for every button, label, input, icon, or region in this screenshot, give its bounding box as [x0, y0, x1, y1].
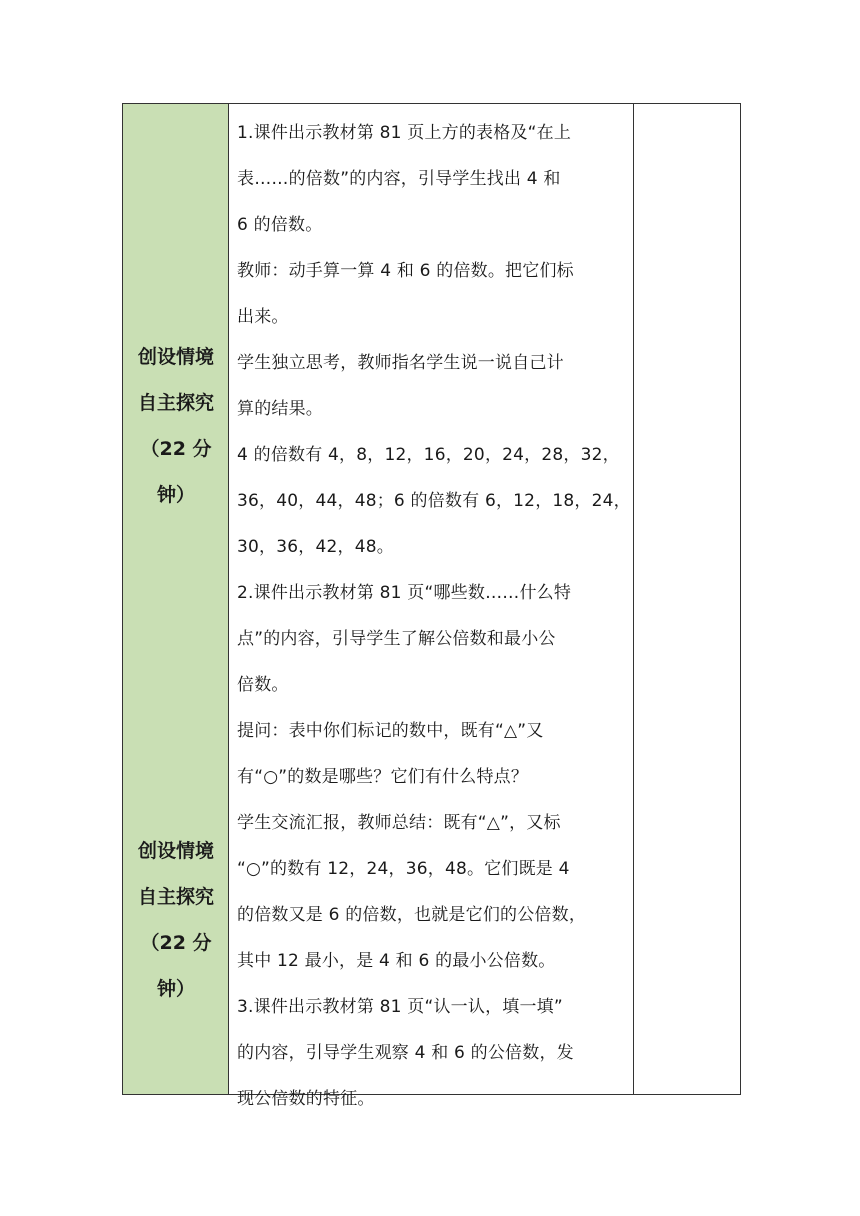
stage-label-line: 钟） [156, 978, 195, 1000]
stage-label-line: 创设情境 [137, 346, 214, 368]
stage-label-line: （22 分 [140, 932, 212, 954]
lesson-table [122, 103, 741, 1109]
paragraph-student: 学生独立思考，教师指名学生说一说自己计 算的结果。 [237, 353, 564, 419]
paragraph-teacher: 教师：动手算一算 4 和 6 的倍数。把它们标 出来。 [237, 261, 574, 327]
stage-label-line: 自主探究 [137, 392, 214, 414]
stage-label-2 [123, 828, 229, 1012]
paragraph-step1: 1.课件出示教材第 81 页上方的表格及“在上 表……的倍数”的内容，引导学生找出 4 和 6 的倍数。 [237, 123, 572, 235]
stage-label-line: 自主探究 [137, 886, 214, 908]
stage-label-line: 创设情境 [137, 840, 214, 862]
stage-label-1 [123, 334, 229, 518]
notes-column-divider [633, 104, 634, 1094]
paragraph-multiples: 4 的倍数有 4，8，12，16，20，24，28，32， 36，40，44，48；6 的倍数有 6，12，18，24， 30，36，42，48。 [237, 445, 631, 557]
paragraph-question: 提问：表中你们标记的数中，既有“△”又 有“○”的数是哪些？它们有什么特点？ [237, 721, 544, 787]
paragraph-step3: 3.课件出示教材第 81 页“认一认，填一填” 的内容，引导学生观察 4 和 6 的公倍数，发 现公倍数的特征。 [237, 997, 574, 1109]
activity-content [237, 110, 629, 1122]
paragraph-summary: 学生交流汇报，教师总结：既有“△”，又标 “○”的数有 12，24，36，48。它们既是 4 的倍数又是 6 的倍数，也就是它们的公倍数， 其中 12 最小，是 4 和 6 的最小公倍数。 [237, 813, 587, 971]
stage-label-line: （22 分 [140, 438, 212, 460]
paragraph-step2: 2.课件出示教材第 81 页“哪些数……什么特 点”的内容，引导学生了解公倍数和最小公 倍数。 [237, 583, 572, 695]
stage-label-line: 钟） [156, 484, 195, 506]
stage-column [123, 104, 229, 1094]
